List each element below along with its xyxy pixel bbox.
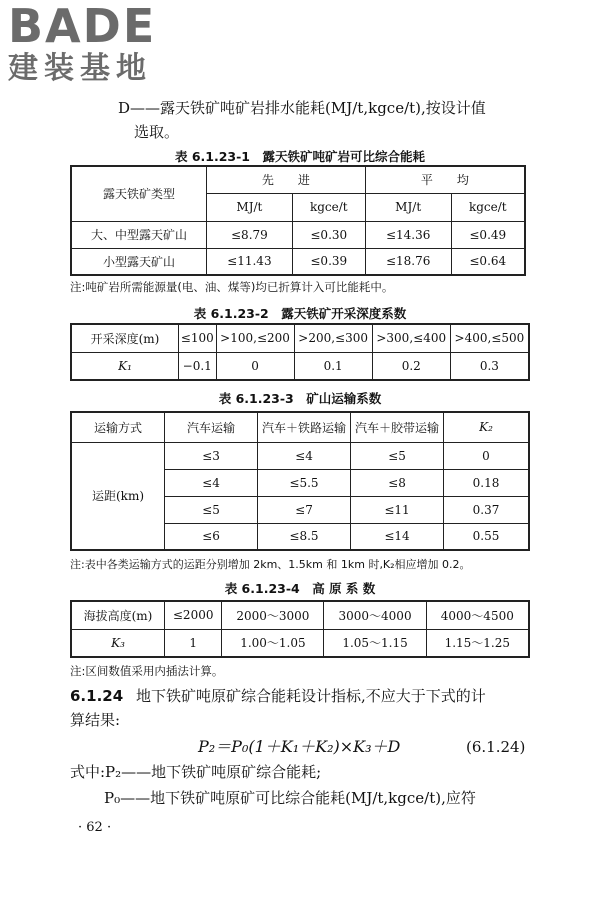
table-cell: ≤6 (165, 523, 258, 550)
table1-unit-header: MJ/t (207, 193, 293, 221)
table-cell: 1.00～1.05 (222, 629, 324, 657)
where-line: 式中:P₂——地下铁矿吨原矿综合能耗; (70, 763, 322, 781)
table2-header: >100,≤200 (216, 324, 294, 352)
table1-note: 注:吨矿岩所需能源量(电、油、煤等)均已折算计入可比能耗中。 (70, 280, 394, 294)
formula-number: (6.1.24) (466, 738, 526, 756)
table3-note: 注:表中各类运输方式的运距分别增加 2km、1.5km 和 1km 时,K₂相应增加 0.2。 (70, 558, 471, 571)
table4-header: 3000～4000 (324, 601, 426, 629)
table-cell: ≤0.39 (292, 248, 365, 275)
table-cell: ≤5 (351, 442, 444, 469)
table4-header: 2000～3000 (222, 601, 324, 629)
table-cell: ≤5 (165, 496, 258, 523)
table-cell: 0 (216, 352, 294, 380)
intro-line-2: 选取。 (134, 123, 180, 141)
table-cell: 0.2 (372, 352, 450, 380)
table4-header-label: 海拔高度(m) (71, 601, 165, 629)
table-row (71, 352, 529, 380)
table2-caption: 表 6.1.23-2 露天铁矿开采深度系数 (193, 306, 407, 321)
table-cell: 0.37 (444, 496, 530, 523)
table-cell: ≤11.43 (207, 248, 293, 275)
table4-row-label: K₃ (71, 629, 165, 657)
table-cell: ≤4 (258, 442, 351, 469)
table-cell: ≤8.79 (207, 221, 293, 248)
table2-header: ≤100 (179, 324, 217, 352)
table-cell: ≤14.36 (365, 221, 451, 248)
table-cell: −0.1 (179, 352, 217, 380)
table3-header: 汽车＋胶带运输 (351, 412, 444, 442)
section-heading (70, 684, 486, 708)
table4-header: ≤2000 (165, 601, 222, 629)
table1-unit-header: MJ/t (365, 193, 451, 221)
table-cell: ≤0.64 (451, 248, 525, 275)
table1-caption: 表 6.1.23-1 露天铁矿吨矿岩可比综合能耗 (174, 149, 426, 164)
table-cell: 0.3 (450, 352, 529, 380)
table2-header: >300,≤400 (372, 324, 450, 352)
formula: P₂＝P₀(1＋K₁＋K₂)×K₃＋D (198, 737, 401, 756)
intro-line-1: D——露天铁矿吨矿岩排水能耗(MJ/t,kgce/t),按设计值 (118, 99, 486, 117)
table3-row-label: 运距(km) (71, 442, 165, 550)
table2-row-label: K₁ (71, 352, 179, 380)
table2-header: >200,≤300 (294, 324, 372, 352)
table-row (71, 629, 529, 657)
bade-logo (8, 2, 178, 90)
table2-header-label: 开采深度(m) (71, 324, 179, 352)
table4-header: 4000～4500 (426, 601, 529, 629)
logo-subtitle: 建装基地 (8, 51, 152, 86)
table-cell: ≤14 (351, 523, 444, 550)
table-cell: 0 (444, 442, 530, 469)
table-cell: 0.55 (444, 523, 530, 550)
table1 (70, 165, 526, 276)
table2-header: >400,≤500 (450, 324, 529, 352)
table3-header: 汽车＋铁路运输 (258, 412, 351, 442)
section-text-2: 算结果: (70, 711, 121, 729)
table-cell: ≤0.49 (451, 221, 525, 248)
table-cell: ≤0.30 (292, 221, 365, 248)
table-cell: ≤8.5 (258, 523, 351, 550)
table-cell: 0.18 (444, 469, 530, 496)
table1-row-label: 大、中型露天矿山 (71, 221, 207, 248)
table-cell: ≤4 (165, 469, 258, 496)
table-cell: 1.15～1.25 (426, 629, 529, 657)
table1-group-average: 平 均 (365, 166, 525, 193)
table4-caption: 表 6.1.23-4 高 原 系 数 (224, 581, 376, 596)
table1-group-advanced: 先 进 (207, 166, 366, 193)
table-row (71, 221, 525, 248)
table3 (70, 411, 530, 551)
table-cell: ≤8 (351, 469, 444, 496)
table-cell: 1 (165, 629, 222, 657)
table-row (71, 442, 529, 469)
table1-unit-header: kgce/t (451, 193, 525, 221)
section-number: 6.1.24 (70, 687, 124, 705)
table-cell: 0.1 (294, 352, 372, 380)
table1-unit-header: kgce/t (292, 193, 365, 221)
table-cell: 1.05～1.15 (324, 629, 426, 657)
table-cell: ≤18.76 (365, 248, 451, 275)
table3-header: K₂ (444, 412, 530, 442)
p0-line: P₀——地下铁矿吨原矿可比综合能耗(MJ/t,kgce/t),应符 (104, 789, 476, 807)
table4-note: 注:区间数值采用内插法计算。 (70, 664, 224, 678)
page-number: · 62 · (78, 820, 112, 835)
table3-header: 汽车运输 (165, 412, 258, 442)
section-text-1: 地下铁矿吨原矿综合能耗设计指标,不应大于下式的计 (135, 687, 486, 705)
table-cell: ≤5.5 (258, 469, 351, 496)
logo-wordmark: BADE (8, 0, 157, 53)
table-cell: ≤7 (258, 496, 351, 523)
table1-row-label: 小型露天矿山 (71, 248, 207, 275)
table1-type-header: 露天铁矿类型 (71, 166, 207, 221)
table2 (70, 323, 530, 381)
table4 (70, 600, 530, 658)
table-row (71, 248, 525, 275)
table-cell: ≤11 (351, 496, 444, 523)
table3-header: 运输方式 (71, 412, 165, 442)
table-cell: ≤3 (165, 442, 258, 469)
table3-caption: 表 6.1.23-3 矿山运输系数 (218, 391, 382, 406)
